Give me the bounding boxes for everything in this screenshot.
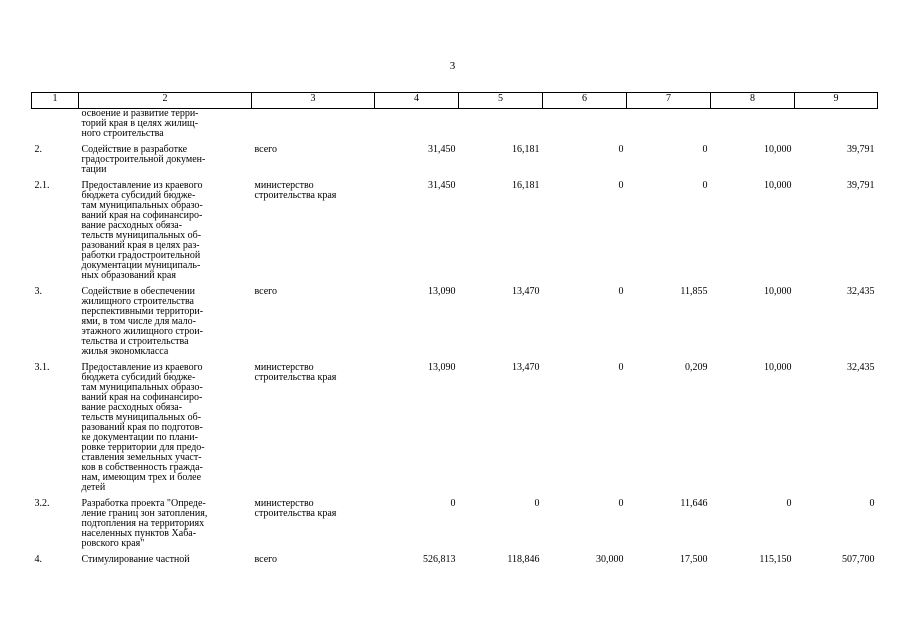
row-value — [459, 109, 543, 146]
row-value: 0 — [786, 498, 792, 509]
row-value: 0 — [618, 362, 624, 373]
row-value: 32,435 — [847, 286, 875, 297]
row-value: 39,791 — [847, 180, 875, 191]
column-header: 6 — [543, 93, 627, 109]
row-value: 11,855 — [680, 286, 708, 297]
row-description: Стимулирование частной — [81, 554, 190, 565]
row-value: 10,000 — [764, 286, 792, 297]
row-number: 4. — [34, 554, 42, 565]
row-value: 0 — [869, 498, 875, 509]
row-value: 0 — [450, 498, 456, 509]
row-source: министерство строительства края — [254, 498, 337, 519]
row-value: 13,090 — [428, 362, 456, 373]
table-row — [32, 499, 878, 555]
row-value: 0 — [702, 144, 708, 155]
row-value — [795, 109, 878, 146]
row-value: 0,209 — [685, 362, 708, 373]
row-number — [32, 109, 79, 146]
row-source — [252, 109, 375, 146]
row-value: 0 — [618, 144, 624, 155]
row-source: министерство строительства края — [254, 180, 337, 201]
row-value: 0 — [702, 180, 708, 191]
row-value — [627, 109, 711, 146]
row-description: Содействие в разработке градостроительной докумен- тации — [81, 144, 206, 175]
row-number: 3.1. — [34, 362, 50, 373]
row-number: 3. — [34, 286, 42, 297]
row-value: 30,000 — [596, 554, 624, 565]
column-header: 3 — [252, 93, 375, 109]
row-value — [711, 109, 795, 146]
row-value: 31,450 — [428, 180, 456, 191]
row-description: Разработка проекта "Опреде- ление границ зон затопления, подтопления на территориях населенных пунктов Хаба- ровского края" — [81, 498, 208, 549]
table-row — [32, 109, 878, 146]
row-value: 507,700 — [842, 554, 875, 565]
row-source: министерство строительства края — [254, 362, 337, 383]
row-description: Предоставление из краевого бюджета субсидий бюдже- там муниципальных образо- ваний края на софинансиро- вание расходных обяза- тельств муниципальных об- разований края по подготов- ке документации по плани- ровке территории для предо- ставления земельных участ- ков в собственность гражда- нам, имеющим трех и более детей — [81, 362, 205, 493]
table-row — [32, 287, 878, 363]
row-number: 2. — [34, 144, 42, 155]
column-header: 4 — [375, 93, 459, 109]
row-value: 526,813 — [423, 554, 456, 565]
column-header: 7 — [627, 93, 711, 109]
row-source: всего — [254, 554, 278, 565]
row-value: 32,435 — [847, 362, 875, 373]
table-row — [32, 363, 878, 499]
row-description: Содействие в обеспечении жилищного строительства перспективными территори- ями, в том числе для мало- этажного жилищного строи- тельства и строительства жилья экономкласса — [81, 286, 204, 357]
row-value: 17,500 — [680, 554, 708, 565]
column-header: 8 — [711, 93, 795, 109]
row-value: 0 — [618, 498, 624, 509]
table-body — [32, 93, 878, 572]
row-value: 115,150 — [759, 554, 792, 565]
row-value: 10,000 — [764, 144, 792, 155]
header-row — [32, 93, 878, 109]
row-value: 0 — [618, 180, 624, 191]
row-value: 13,470 — [512, 286, 540, 297]
row-value: 16,181 — [512, 144, 540, 155]
row-value: 31,450 — [428, 144, 456, 155]
row-value: 0 — [618, 286, 624, 297]
column-header: 2 — [79, 93, 252, 109]
row-value: 10,000 — [764, 180, 792, 191]
row-value: 11,646 — [680, 498, 708, 509]
row-value: 0 — [534, 498, 540, 509]
row-value: 39,791 — [847, 144, 875, 155]
row-value — [375, 109, 459, 146]
row-value: 16,181 — [512, 180, 540, 191]
table-row — [32, 181, 878, 287]
column-header: 9 — [795, 93, 878, 109]
row-value: 13,090 — [428, 286, 456, 297]
row-value — [543, 109, 627, 146]
row-source: всего — [254, 144, 278, 155]
column-header: 5 — [459, 93, 543, 109]
row-value: 10,000 — [764, 362, 792, 373]
row-source: всего — [254, 286, 278, 297]
row-number: 3.2. — [34, 498, 50, 509]
table-row — [32, 145, 878, 181]
table-row — [32, 555, 878, 571]
row-description: Предоставление из краевого бюджета субсидий бюдже- там муниципальных образо- ваний края на софинансиро- вание расходных обяза- тельств муниципальных об- разований края в целях раз- работки градостроительной документации муниципаль- ных образований края — [81, 180, 203, 281]
page-number: 3 — [449, 60, 456, 72]
row-value: 118,846 — [507, 554, 540, 565]
column-header: 1 — [32, 93, 79, 109]
row-description: освоение и развитие терри- торий края в целях жилищ- ного строительства — [81, 108, 199, 139]
row-value: 13,470 — [512, 362, 540, 373]
program-table — [31, 92, 878, 571]
row-number: 2.1. — [34, 180, 50, 191]
